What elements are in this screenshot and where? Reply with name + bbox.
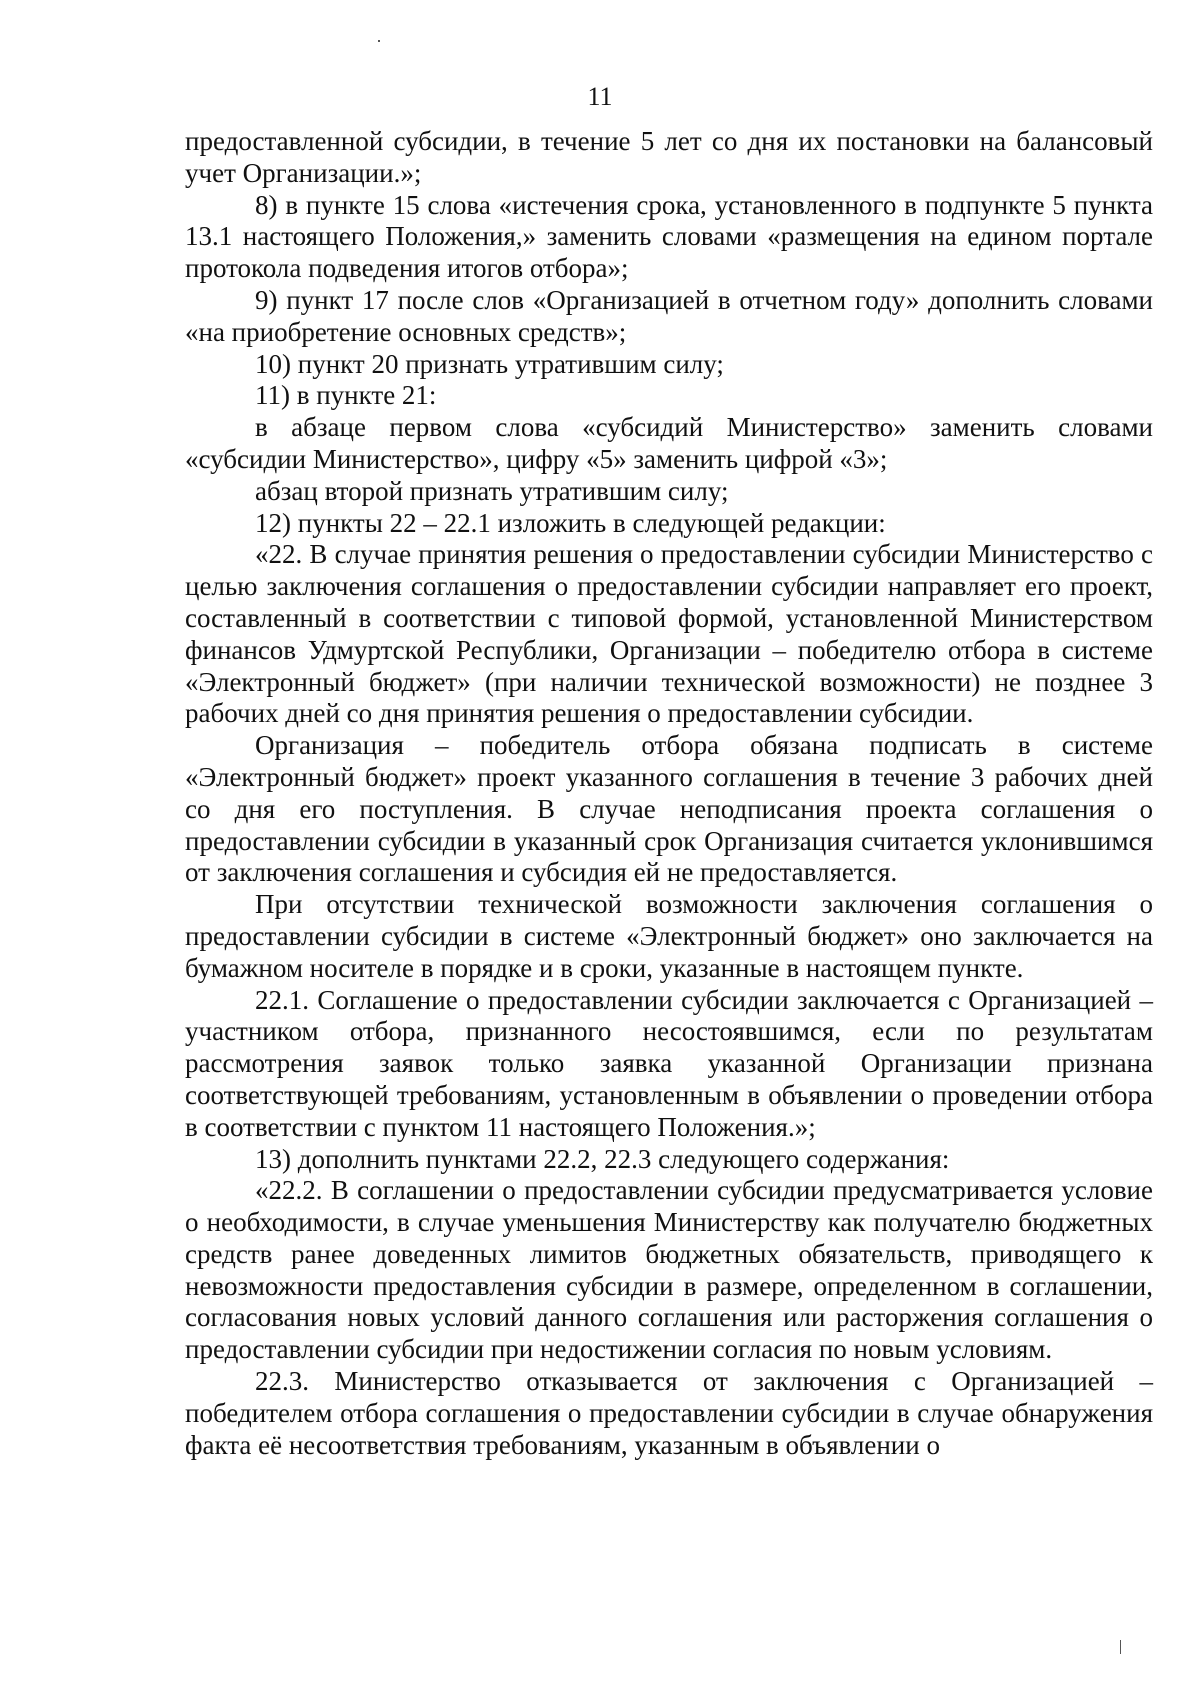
paragraph-item-13: 13) дополнить пунктами 22.2, 22.3 следующего содержания: (255, 1143, 950, 1174)
scan-speck (1120, 1640, 1121, 1654)
paragraph-clause-22: «22. В случае принятия решения о предоставлении субсидии Министерство с целью заключения соглашения о предоставлении субсидии направляет его проект, составленный в соответствии с типовой формой, установленной Министерством финансов Удмуртской Республики, Организации – победителю отбора в системе «Электронный бюджет» (при наличии технической возможности) не позднее 3 рабочих дней со дня принятия решения о предоставлении субсидии. (185, 539, 1153, 729)
paragraph-clause-22-1: 22.1. Соглашение о предоставлении субсидии заключается с Организацией – участником отбора, признанного несостоявшимся, если по результатам рассмотрения заявок только заявка указанной Организации признана соответствующей требованиям, установленным в объявлении о проведении отбора в соответствии с пунктом 11 настоящего Положения.»; (185, 984, 1153, 1142)
paragraph-item-8: 8) в пункте 15 слова «истечения срока, установленного в подпункте 5 пункта 13.1 настоящего Положения,» заменить словами «размещения на едином портале протокола подведения итогов отбора»; (185, 189, 1153, 284)
paragraph-item-10: 10) пункт 20 признать утратившим силу; (255, 348, 724, 379)
paragraph-clause-22-2: «22.2. В соглашении о предоставлении субсидии предусматривается условие о необходимости, в случае уменьшения Министерству как получателю бюджетных средств ранее доведенных лимитов бюджетных обязательств, приводящего к невозможности предоставления субсидии в размере, определенном в соглашении, согласования новых условий данного соглашения или расторжения соглашения о предоставлении субсидии при недостижении согласия по новым условиям. (185, 1175, 1153, 1365)
paragraph-item-9: 9) пункт 17 после слов «Организацией в отчетном году» дополнить словами «на приобретение основных средств»; (185, 284, 1153, 347)
paragraph-item-12: 12) пункты 22 – 22.1 изложить в следующей редакции: (255, 507, 886, 538)
paragraph-item-11-first-abzac: в абзаце первом слова «субсидий Министерство» заменить словами «субсидии Министерство», цифру «5» заменить цифрой «3»; (185, 412, 1153, 474)
paragraph-clause-22-signing: Организация – победитель отбора обязана подписать в системе «Электронный бюджет» проект указанного соглашения в течение 3 рабочих дней со дня его поступления. В случае неподписания проекта соглашения о предоставлении субсидии в указанный срок Организация считается уклонившимся от заключения соглашения и субсидия ей не предоставляется. (185, 730, 1153, 888)
scan-speck (378, 40, 380, 42)
document-body (185, 126, 1153, 1461)
paragraph-continuation: предоставленной субсидии, в течение 5 лет со дня их постановки на балансовый учет Организации.»; (185, 126, 1153, 188)
paragraph-clause-22-paper: При отсутствии технической возможности заключения соглашения о предоставлении субсидии в системе «Электронный бюджет» оно заключается на бумажном носителе в порядке и в сроки, указанные в настоящем пункте. (185, 889, 1153, 983)
paragraph-item-11: 11) в пункте 21: (255, 380, 437, 411)
paragraph-clause-22-3: 22.3. Министерство отказывается от заключения с Организацией – победителем отбора соглашения о предоставлении субсидии в случае обнаружения факта её несоответствия требованиям, указанным в объявлении о (185, 1366, 1153, 1460)
paragraph-item-11-second-abzac: абзац второй признать утратившим силу; (255, 475, 729, 506)
page-number: 11 (587, 82, 613, 111)
